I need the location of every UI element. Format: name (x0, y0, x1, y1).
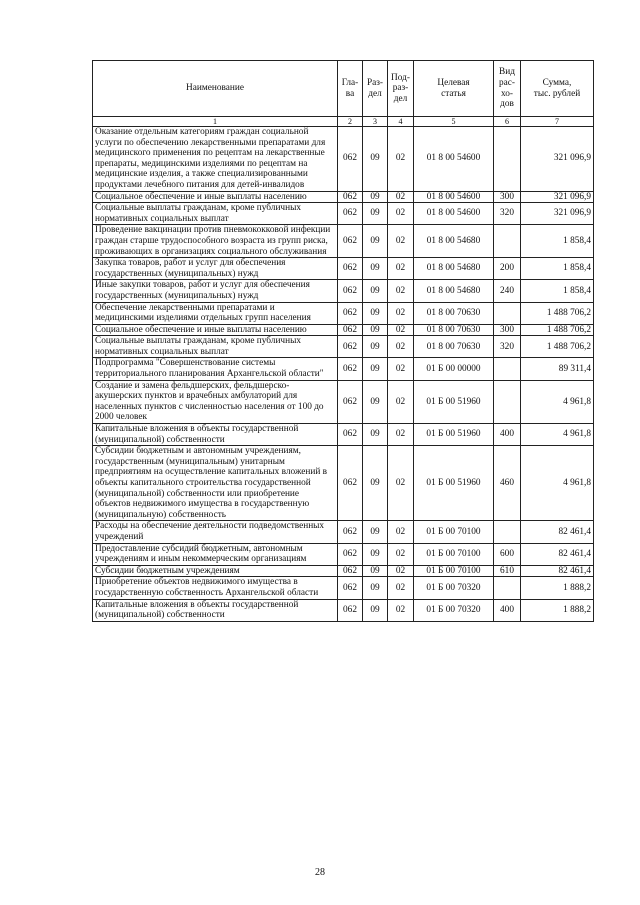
row-celevaya-statya: 01 8 00 54600 (414, 203, 494, 225)
row-celevaya-statya: 01 8 00 70630 (414, 336, 494, 358)
row-vid-rashodov: 400 (494, 424, 521, 446)
row-glava: 062 (338, 565, 363, 577)
row-podrazdel: 02 (388, 324, 414, 336)
row-glava: 062 (338, 599, 363, 621)
row-glava: 062 (338, 336, 363, 358)
row-podrazdel: 02 (388, 203, 414, 225)
row-summa: 1 488 706,2 (521, 336, 594, 358)
column-number: 4 (388, 117, 414, 127)
table-row (93, 302, 594, 324)
table-row (93, 521, 594, 543)
row-vid-rashodov (494, 358, 521, 380)
row-razdel: 09 (363, 446, 388, 521)
table-row (93, 577, 594, 599)
row-vid-rashodov: 400 (494, 599, 521, 621)
row-summa: 4 961,8 (521, 446, 594, 521)
row-podrazdel: 02 (388, 424, 414, 446)
row-glava: 062 (338, 127, 363, 192)
table-row (93, 358, 594, 380)
column-number: 5 (414, 117, 494, 127)
table-row (93, 543, 594, 565)
row-razdel: 09 (363, 565, 388, 577)
row-vid-rashodov: 600 (494, 543, 521, 565)
row-podrazdel: 02 (388, 380, 414, 423)
row-summa: 1 858,4 (521, 280, 594, 302)
row-glava: 062 (338, 380, 363, 423)
row-razdel: 09 (363, 324, 388, 336)
row-summa: 89 311,4 (521, 358, 594, 380)
row-name: Субсидии бюджетным учреждениям (93, 565, 338, 577)
row-celevaya-statya: 01 Б 00 51960 (414, 446, 494, 521)
row-razdel: 09 (363, 203, 388, 225)
row-vid-rashodov: 240 (494, 280, 521, 302)
row-vid-rashodov: 300 (494, 191, 521, 203)
table-row (93, 446, 594, 521)
row-name: Капитальные вложения в объекты государственной (муниципальной) собственности (93, 599, 338, 621)
header-razdel: Раз- дел (363, 61, 388, 117)
row-celevaya-statya: 01 8 00 54600 (414, 191, 494, 203)
row-glava: 062 (338, 446, 363, 521)
row-podrazdel: 02 (388, 191, 414, 203)
row-vid-rashodov: 460 (494, 446, 521, 521)
row-razdel: 09 (363, 521, 388, 543)
column-number: 1 (93, 117, 338, 127)
row-summa: 1 888,2 (521, 577, 594, 599)
table-row (93, 336, 594, 358)
row-name: Оказание отдельным категориям граждан социальной услуги по обеспечению лекарственными препаратами для медицинского применения по рецептам на лекарственные препараты, медицинскими изделиями по рецептам на медицинские изделия, а также специализированными продуктами лечебного питания для детей-инвалидов (93, 127, 338, 192)
table-header (93, 61, 594, 127)
row-name: Иные закупки товаров, работ и услуг для обеспечения государственных (муниципальных) нужд (93, 280, 338, 302)
row-name: Обеспечение лекарственными препаратами и медицинскими изделиями отдельных групп населения (93, 302, 338, 324)
row-glava: 062 (338, 225, 363, 258)
row-podrazdel: 02 (388, 358, 414, 380)
row-podrazdel: 02 (388, 565, 414, 577)
header-podrazdel: Под- раз- дел (388, 61, 414, 117)
row-razdel: 09 (363, 358, 388, 380)
row-name: Социальное обеспечение и иные выплаты населению (93, 324, 338, 336)
row-name: Предоставление субсидий бюджетным, автономным учреждениям и иным некоммерческим организациям (93, 543, 338, 565)
row-podrazdel: 02 (388, 446, 414, 521)
header-name: Наименование (93, 61, 338, 117)
row-summa: 1 858,4 (521, 258, 594, 280)
row-razdel: 09 (363, 543, 388, 565)
row-celevaya-statya: 01 8 00 54600 (414, 127, 494, 192)
table-body (93, 127, 594, 622)
column-number: 6 (494, 117, 521, 127)
row-celevaya-statya: 01 Б 00 00000 (414, 358, 494, 380)
table-row (93, 380, 594, 423)
row-name: Закупка товаров, работ и услуг для обеспечения государственных (муниципальных) нужд (93, 258, 338, 280)
row-celevaya-statya: 01 8 00 70630 (414, 302, 494, 324)
row-razdel: 09 (363, 577, 388, 599)
row-summa: 82 461,4 (521, 565, 594, 577)
row-glava: 062 (338, 203, 363, 225)
row-name: Капитальные вложения в объекты государственной (муниципальной) собственности (93, 424, 338, 446)
row-name: Социальные выплаты гражданам, кроме публичных нормативных социальных выплат (93, 203, 338, 225)
row-razdel: 09 (363, 336, 388, 358)
row-glava: 062 (338, 424, 363, 446)
row-glava: 062 (338, 324, 363, 336)
row-summa: 1 858,4 (521, 225, 594, 258)
row-celevaya-statya: 01 Б 00 70100 (414, 565, 494, 577)
header-summa: Сумма, тыс. рублей (521, 61, 594, 117)
row-vid-rashodov (494, 127, 521, 192)
table-row (93, 203, 594, 225)
row-glava: 062 (338, 358, 363, 380)
column-number: 7 (521, 117, 594, 127)
row-vid-rashodov: 300 (494, 324, 521, 336)
row-razdel: 09 (363, 380, 388, 423)
table-row (93, 324, 594, 336)
row-name: Подпрограмма "Совершенствование системы территориального планирования Архангельской области" (93, 358, 338, 380)
row-celevaya-statya: 01 8 00 70630 (414, 324, 494, 336)
row-summa: 1 888,2 (521, 599, 594, 621)
row-podrazdel: 02 (388, 225, 414, 258)
row-summa: 1 488 706,2 (521, 324, 594, 336)
row-razdel: 09 (363, 280, 388, 302)
column-numbers-row (93, 117, 594, 127)
row-podrazdel: 02 (388, 599, 414, 621)
table-row (93, 565, 594, 577)
row-vid-rashodov (494, 225, 521, 258)
row-celevaya-statya: 01 8 00 54680 (414, 280, 494, 302)
row-celevaya-statya: 01 8 00 54680 (414, 225, 494, 258)
row-vid-rashodov (494, 380, 521, 423)
row-podrazdel: 02 (388, 521, 414, 543)
table-row (93, 225, 594, 258)
row-podrazdel: 02 (388, 336, 414, 358)
row-celevaya-statya: 01 8 00 54680 (414, 258, 494, 280)
row-name: Проведение вакцинации против пневмококковой инфекции граждан старше трудоспособного возраста из групп риска, проживающих в организациях социального обслуживания (93, 225, 338, 258)
table-row (93, 280, 594, 302)
column-number: 3 (363, 117, 388, 127)
header-vid-rashodov: Вид рас- хо- дов (494, 61, 521, 117)
row-razdel: 09 (363, 191, 388, 203)
row-glava: 062 (338, 258, 363, 280)
row-name: Создание и замена фельдшерских, фельдшерско-акушерских пунктов и врачебных амбулаторий для населенных пунктов с численностью населения от 100 до 2000 человек (93, 380, 338, 423)
row-vid-rashodov: 610 (494, 565, 521, 577)
row-razdel: 09 (363, 302, 388, 324)
row-summa: 4 961,8 (521, 380, 594, 423)
row-summa: 4 961,8 (521, 424, 594, 446)
row-celevaya-statya: 01 Б 00 51960 (414, 424, 494, 446)
row-summa: 321 096,9 (521, 191, 594, 203)
row-vid-rashodov: 320 (494, 203, 521, 225)
page-number: 28 (315, 867, 325, 878)
row-name: Субсидии бюджетным и автономным учреждениям, государственным (муниципальным) унитарным предприятиям на осуществление капитальных вложений в объекты капитального строительства государственной (муниципальной) собственности или приобретение объектов недвижимого имущества в государственную (муниципальную) собственность (93, 446, 338, 521)
row-name: Социальное обеспечение и иные выплаты населению (93, 191, 338, 203)
column-number: 2 (338, 117, 363, 127)
row-podrazdel: 02 (388, 577, 414, 599)
row-vid-rashodov: 200 (494, 258, 521, 280)
table-row (93, 599, 594, 621)
row-razdel: 09 (363, 258, 388, 280)
row-name: Социальные выплаты гражданам, кроме публичных нормативных социальных выплат (93, 336, 338, 358)
row-vid-rashodov: 320 (494, 336, 521, 358)
row-name: Расходы на обеспечение деятельности подведомственных учреждений (93, 521, 338, 543)
table-row (93, 191, 594, 203)
row-glava: 062 (338, 191, 363, 203)
row-celevaya-statya: 01 Б 00 70100 (414, 521, 494, 543)
row-celevaya-statya: 01 Б 00 70320 (414, 577, 494, 599)
row-summa: 321 096,9 (521, 127, 594, 192)
row-podrazdel: 02 (388, 280, 414, 302)
row-name: Приобретение объектов недвижимого имущества в государственную собственность Архангельской области (93, 577, 338, 599)
row-glava: 062 (338, 543, 363, 565)
row-glava: 062 (338, 521, 363, 543)
row-celevaya-statya: 01 Б 00 70100 (414, 543, 494, 565)
row-podrazdel: 02 (388, 543, 414, 565)
row-vid-rashodov (494, 521, 521, 543)
row-summa: 1 488 706,2 (521, 302, 594, 324)
table-row (93, 424, 594, 446)
row-razdel: 09 (363, 225, 388, 258)
row-vid-rashodov (494, 302, 521, 324)
row-razdel: 09 (363, 599, 388, 621)
row-podrazdel: 02 (388, 258, 414, 280)
table-row (93, 258, 594, 280)
row-celevaya-statya: 01 Б 00 51960 (414, 380, 494, 423)
row-glava: 062 (338, 577, 363, 599)
table-row (93, 127, 594, 192)
row-celevaya-statya: 01 Б 00 70320 (414, 599, 494, 621)
row-podrazdel: 02 (388, 127, 414, 192)
row-razdel: 09 (363, 424, 388, 446)
row-glava: 062 (338, 280, 363, 302)
row-podrazdel: 02 (388, 302, 414, 324)
budget-table (92, 60, 594, 622)
row-glava: 062 (338, 302, 363, 324)
row-summa: 321 096,9 (521, 203, 594, 225)
row-summa: 82 461,4 (521, 543, 594, 565)
row-razdel: 09 (363, 127, 388, 192)
row-vid-rashodov (494, 577, 521, 599)
header-glava: Гла- ва (338, 61, 363, 117)
header-celevaya-statya: Целевая статья (414, 61, 494, 117)
row-summa: 82 461,4 (521, 521, 594, 543)
